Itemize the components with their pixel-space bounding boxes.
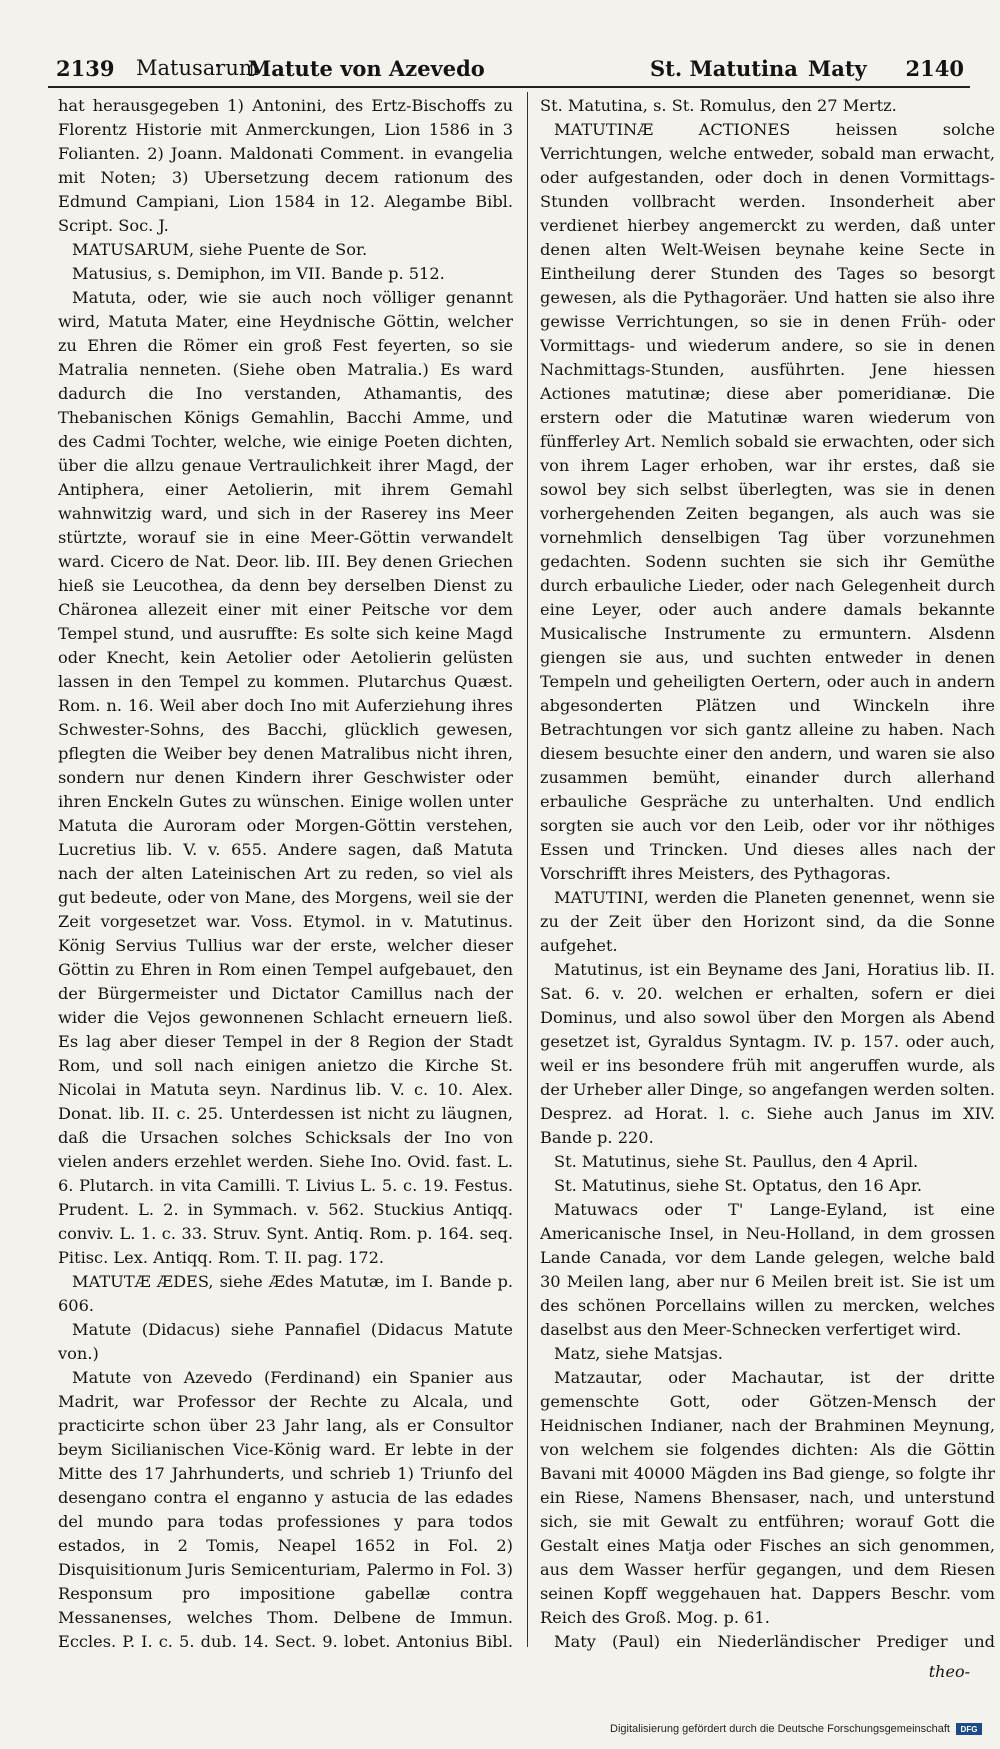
footer bbox=[610, 1723, 982, 1735]
dfg-logo-icon: DFG bbox=[956, 1723, 982, 1735]
entry-paragraph: St. Matutinus, siehe St. Optatus, den 16 Apr. bbox=[554, 1176, 923, 1195]
entry-paragraph: Matute (Didacus) siehe Pannafiel (Didacus Matute von.) bbox=[58, 1320, 513, 1363]
entry-paragraph: Matuwacs oder T' Lange-Eyland, ist eine Americanische Insel, in Neu-Holland, in dem grossen Lande Canada, vor dem Lande gelegen, welche bald 30 Meilen lang, aber nur 6 Meilen breit ist. Sie ist um des schönen Porcellains willen zu mercken, welches daselbst aus den Meer-Schnecken verfertiget wird. bbox=[540, 1200, 995, 1339]
left-running-head-end: Matute von Azevedo bbox=[248, 56, 485, 81]
entry-paragraph: Matuta, oder, wie sie auch noch völliger genannt wird, Matuta Mater, eine Heydnische Göttin, welcher zu Ehren die Römer ein groß Fest feyerten, so sie Matralia nenneten. (Siehe oben Matralia.) Es ward dadurch die Ino verstanden, Athamantis, des Thebanischen Königs Gemahlin, Bacchi Amme, und des Cadmi Tochter, welche, wie einige Poeten dichten, über die allzu genaue Vertraulichkeit ihrer Magd, der Antiphera, einer Aetolierin, mit ihrem Gemahl wahnwitzig ward, und sich in der Raserey ins Meer stürtzte, worauf sie in eine Meer-Göttin verwandelt ward. Cicero de Nat. Deor. lib. III. Bey denen Griechen hieß sie Leucothea, da denn bey derselben Dienst zu Chäronea allezeit einer mit einer Peitsche vor dem Tempel stund, und ausruffte: Es solte sich keine Magd oder Knecht, kein Aetolier oder Aetolierin gelüsten lassen in den Tempel zu kommen. Plutarchus Quæst. Rom. n. 16. Weil aber doch Ino mit Auferziehung ihres Schwester-Sohns, des Bacchi, glücklich gewesen, pflegten die Weiber bey denen Matralibus nicht ihren, sondern nur denen Kindern ihrer Geschwister oder ihren Enckeln Gutes zu wünschen. Einige wollen unter Matuta die Auroram oder Morgen-Göttin verstehen, Lucretius lib. V. v. 655. Andere sagen, daß Matuta nach der alten Lateinischen Art zu reden, so viel als gut bedeute, oder von Mane, des Morgens, weil sie der Zeit vorgesetzet war. Voss. Etymol. in v. Matutinus. König Servius Tullius war der erste, welcher dieser Göttin zu Ehren in Rom einen Tempel aufgebauet, den der Bürgermeister und Dictator Camillus nach der wider die Vejos gewonnenen Schlacht erneuern ließ. Es lag aber dieser Tempel in der 8 Region der Stadt Rom, und soll nach einigen anietzo die Kirche St. Nicolai in Matuta seyn. Nardinus lib. V. c. 10. Alex. Donat. lib. II. c. 25. Unterdessen ist nicht zu läugnen, daß die Ursachen solches Schicksals der Ino von vielen anders erzehlet werden. Siehe Ino. Ovid. fast. L. 6. Plutarch. in vita Camilli. T. Livius L. 5. c. 19. Festus. Prudent. L. 2. in Symmach. v. 562. Stuckius Antiqq. conviv. L. 1. c. 33. Struv. Synt. Antiq. Rom. p. 164. seq. Pitisc. Lex. Antiqq. Rom. T. II. pag. 172. bbox=[58, 288, 513, 1267]
catchword: theo- bbox=[928, 1662, 970, 1681]
column-divider bbox=[527, 92, 528, 1647]
entry-paragraph: St. Matutina, s. St. Romulus, den 27 Mertz. bbox=[540, 96, 897, 115]
entry-paragraph: St. Matutinus, siehe St. Paullus, den 4 April. bbox=[554, 1152, 919, 1171]
left-page-number: 2139 bbox=[56, 56, 115, 81]
entry-paragraph: MATUTINÆ ACTIONES heissen solche Verrichtungen, welche entweder, sobald man erwacht, oder aufgestanden, oder doch in denen Vormittags-Stunden vollbracht werden. Insonderheit aber verdienet hierbey angemerckt zu werden, daß unter denen alten Welt-Weisen beynahe keine Secte in Eintheilung derer Stunden des Tages so besorgt gewesen, als die Pythagoräer. Und hatten sie also ihre gewisse Verrichtungen, so sie in denen Früh- oder Vormittags- und wiederum andere, so sie in denen Nachmittags-Stunden, ausführten. Jene hiessen Actiones matutinæ; diese aber pomeridianæ. Die erstern oder die Matutinæ waren wiederum von fünfferley Art. Nemlich sobald sie erwachten, oder sich von ihrem Lager erhoben, war ihr erstes, daß sie sowol bey sich selbst überlegten, was sie in denen vorhergehenden Zeiten begangen, als auch was sie vornehmlich denselbigen Tag über vorzunehmen gedachten. Sodenn suchten sie sich ihr Gemüthe durch erbauliche Lieder, oder nach Gelegenheit durch eine Leyer, oder auch andere damals bekannte Musicalische Instrumente zu ermuntern. Alsdenn giengen sie aus, und suchten entweder in denen Tempeln und geheiligten Oertern, oder auch in andern abgesonderten Plätzen und Winckeln ihre Betrachtungen vor sich gantz alleine zu haben. Nach diesem besuchte einer den andern, und waren sie also zusammen bemüht, einander durch allerhand erbauliche Gespräche zu unterhalten. Und endlich sorgten sie auch vor den Leib, oder vor ihr nöthiges Essen und Trincken. Und dieses alles nach der Vorschrifft ihres Meisters, des Pythagoras. bbox=[540, 120, 995, 883]
entry-paragraph: MATUTÆ ÆDES, siehe Ædes Matutæ, im I. Bande p. 606. bbox=[58, 1272, 513, 1315]
page-header bbox=[48, 52, 970, 88]
page bbox=[48, 52, 995, 1692]
entry-paragraph: MATUSARUM, siehe Puente de Sor. bbox=[72, 240, 368, 259]
entry-paragraph: hat herausgegeben 1) Antonini, des Ertz-Bischoffs zu Florentz Historie mit Anmerckungen, Lion 1586 in 3 Folianten. 2) Joann. Maldonati Comment. in evangelia mit Noten; 3) Ubersetzung decem rationum des Edmund Campiani, Lion 1584 in 12. Alegambe Bibl. Script. Soc. J. bbox=[58, 96, 513, 235]
entry-paragraph: MATUTINI, werden die Planeten genennet, wenn sie zu der Zeit über den Horizont sind, da die Sonne aufgehet. bbox=[540, 888, 995, 955]
entry-paragraph: Maty (Paul) ein Niederländischer Prediger und bbox=[554, 1632, 995, 1651]
right-running-head-start: St. Matutina bbox=[650, 56, 798, 81]
entry-paragraph: Matzautar, oder Machautar, ist der dritte gemenschte Gott, oder Götzen-Mensch der Heidnischen Indianer, nach der Brahminen Meynung, von welchem sie folgendes dichten: Als die Göttin Bavani mit 40000 Mägden ins Bad gienge, so folgte ihr ein Riese, Namens Bhensaser, nach, und unterstund sich, sie mit Gewalt zu entführen; worauf Gott die Gestalt eines Matja oder Fisches an sich genommen, aus dem Wasser herfür gegangen, und dem Riesen seinen Kopff weggehauen hat. Dappers Beschr. vom Reich des Groß. Mog. p. 61. bbox=[540, 1368, 995, 1627]
footer-text: Digitalisierung gefördert durch die Deutsche Forschungsgemeinschaft bbox=[610, 1723, 950, 1735]
left-column bbox=[58, 94, 513, 1654]
entry-paragraph: Matz, siehe Matsjas. bbox=[554, 1344, 723, 1363]
entry-paragraph: Matutinus, ist ein Beyname des Jani, Horatius lib. II. Sat. 6. v. 20. welchen er erhalten, sofern er diei Dominus, und also sowol über den Morgen als Abend gesetzet ist, Gyraldus Syntagm. IV. p. 157. oder auch, weil er ins besondere früh mit angeruffen wurde, als der Urheber aller Dinge, so angefangen werden solten. Desprez. ad Horat. l. c. Siehe auch Janus im XIV. Bande p. 220. bbox=[540, 960, 995, 1147]
entry-paragraph: Matute von Azevedo (Ferdinand) ein Spanier aus Madrit, war Professor der Rechte zu Alcala, und practicirte schon über 23 Jahr lang, als er Consultor beym Sicilianischen Vice-König ward. Er lebte in der Mitte des 17 Jahrhunderts, und schrieb 1) Triunfo del desengano contra el enganno y astucia de las edades del mundo para todas professiones y para todos estados, in 2 Tomis, Neapel 1652 in Fol. 2) Disquisitionum Juris Semicenturiam, Palermo in Fol. 3) Responsum pro impositione gabellæ contra Messanenses, welches Thom. Delbene de Immun. Eccles. P. I. c. 5. dub. 14. Sect. 9. lobet. Antonius Bibl. bbox=[58, 1368, 513, 1651]
right-running-head-end: Maty bbox=[808, 56, 867, 81]
entry-paragraph: Matusius, s. Demiphon, im VII. Bande p. 512. bbox=[72, 264, 445, 283]
right-column bbox=[540, 94, 995, 1654]
right-page-number: 2140 bbox=[905, 56, 964, 81]
left-running-head-start: Matusarum bbox=[136, 56, 259, 80]
